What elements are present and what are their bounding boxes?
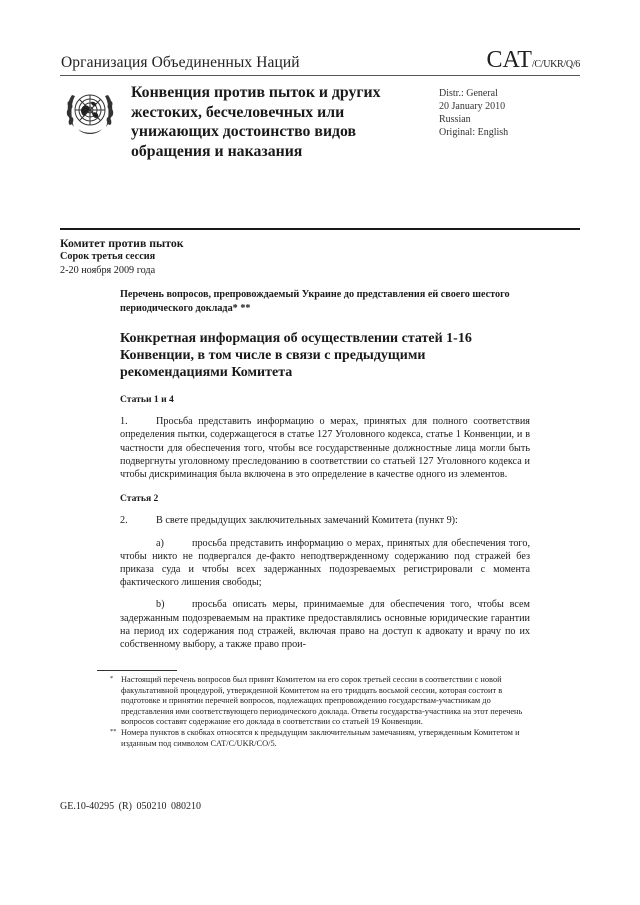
paragraph-text: В свете предыдущих заключительных замечаний Комитета (пункт 9): [156, 515, 458, 527]
paragraph [120, 415, 530, 481]
footnote [110, 728, 525, 749]
symbol-main: CAT [486, 47, 532, 73]
paragraph-text: Просьба представить информацию о мерах, принятых для полного соответствия определения пытки, содержащегося в статье 127 Уголовного кодекса, статье 1 Конвенции, и в частности для обеспечения того, чтобы все государственные должностные лица могли быть подвергнуты уголовному преследованию в соответствии со статьей 127 Уголовного кодекса и чтобы дискриминация была включена в это определение в качестве одного из элементов. [120, 416, 530, 481]
paragraph-number: 2. [120, 515, 128, 527]
un-emblem-icon [62, 83, 118, 139]
document-title: Перечень вопросов, препровождаемый Украине до представления ей своего шестого периодического доклада* ** [120, 289, 510, 314]
subparagraph-label: b) [156, 599, 165, 611]
distr-line: Distr.: General [439, 88, 498, 99]
section-title: Конкретная информация об осуществлении статей 1-16 Конвенции, в том числе в связи с предыдущими рекомендациями Комитета [120, 331, 472, 380]
organization-name: Организация Объединенных Наций [61, 54, 300, 71]
document-symbol [487, 47, 580, 74]
footnote [110, 675, 525, 728]
job-number: GE.10-40295 (R) 050210 080210 [60, 801, 201, 812]
subparagraph-label: a) [156, 537, 164, 549]
subparagraph-text: просьба описать меры, принимаемые для обеспечения того, чтобы всем задержанным подозреваемым на практике предоставлялись основные юридические гарантии на период их содержания под стражей, включая право на доступ к адвокату и врачу по их собственному выбору, а также право прои- [120, 599, 530, 651]
footnote-separator [97, 670, 177, 671]
main-body [120, 288, 530, 660]
committee-name: Комитет против пыток [60, 236, 184, 250]
date-line: 20 January 2010 [439, 101, 506, 112]
article-heading: Статьи 1 и 4 [120, 394, 174, 405]
session: Сорок третья сессия [60, 251, 156, 262]
header-rule [60, 75, 580, 76]
subparagraph [120, 598, 530, 651]
session-dates: 2-20 ноября 2009 года [60, 265, 156, 276]
footnote-mark: ** [110, 727, 117, 735]
subparagraph [120, 537, 530, 590]
footnotes [110, 675, 525, 749]
symbol-suffix: /C/UKR/Q/6 [531, 59, 580, 70]
footnote-text: Настоящий перечень вопросов был принят Комитетом на его сорок третьей сессии в соответствии с новой факультативной процедурой, утвержденной Комитетом на его тридцать восьмой сессии, которая состоит в подготовке и принятии перечней вопросов, подлежащих препровождению государствам-участникам до представления ими соответствующего периодического доклада. Ответы государства-участника на этот перечень вопросов составят содержание его доклада в соответствии со статьей 19 Конвенции. [121, 675, 523, 727]
convention-title: Конвенция против пыток и других жестоких, бесчеловечных или унижающих достоинство видов обращения и наказания [131, 84, 381, 160]
subparagraph-text: просьба представить информацию о мерах, принятых для обеспечения того, чтобы никто не подвергался де-факто неподтвержденному содержанию под стражей без приказа суда и чтобы всех задержанных подозреваемых регистрировали с момента фактического лишения свободы; [120, 537, 530, 589]
footnote-mark: * [110, 675, 114, 682]
title-rule [60, 228, 580, 230]
original-line: Original: English [439, 127, 509, 138]
footnote-text: Номера пунктов в скобках относятся к предыдущим заключительным замечаниям, утвержденным Комитетом и изданным под символом CAT/C/UKR/CO/5. [121, 727, 520, 748]
article-heading: Статья 2 [120, 493, 159, 505]
distribution-block [439, 87, 508, 139]
paragraph [120, 514, 530, 527]
paragraph-number: 1. [120, 416, 128, 428]
committee-block [60, 236, 184, 278]
language-line: Russian [439, 114, 471, 125]
